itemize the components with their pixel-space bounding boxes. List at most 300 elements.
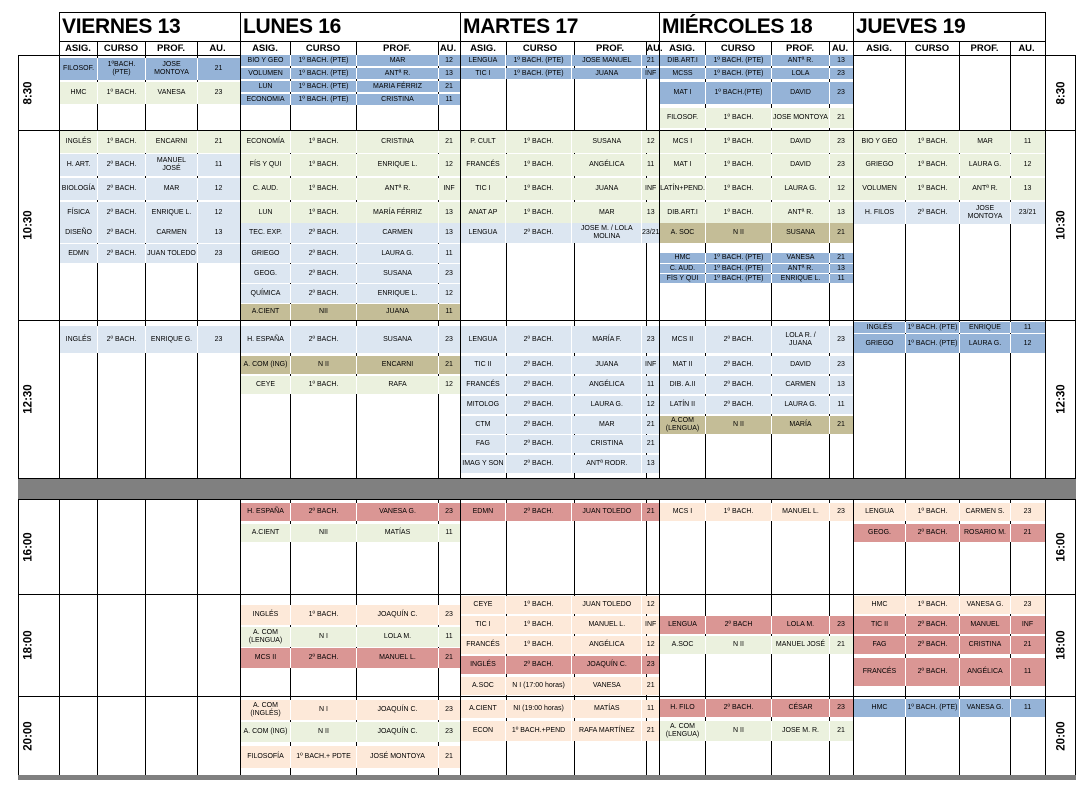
- entry-subject: GRIEGO: [241, 244, 291, 263]
- entry-subject: LENGUA: [854, 503, 906, 521]
- entry-teacher: MANUEL L.: [357, 648, 439, 668]
- entry-room: 11: [837, 274, 845, 282]
- class-entry[interactable]: [461, 596, 659, 614]
- class-entry[interactable]: [854, 524, 1045, 542]
- class-entry[interactable]: [241, 722, 460, 742]
- day-title: MIÉRCOLES 18: [662, 15, 813, 38]
- entry-teacher: JUAN TOLEDO: [572, 596, 642, 614]
- class-entry[interactable]: [854, 154, 1045, 176]
- class-entry[interactable]: [854, 699, 1045, 717]
- entry-course: 1º BACH. (PTE): [291, 68, 357, 79]
- entry-teacher: ANGÉLICA: [572, 154, 642, 176]
- time-label-text: 12:30: [1056, 384, 1069, 414]
- class-entry[interactable]: [660, 699, 853, 717]
- entry-teacher: MANUEL L.: [772, 503, 830, 521]
- entry-teacher: RAFA MARTÍNEZ: [572, 721, 642, 741]
- time-label-right: [1052, 696, 1072, 775]
- entry-course: NII: [291, 304, 357, 320]
- entry-course: 1º BACH.: [98, 82, 146, 104]
- entry-room: INF: [645, 621, 657, 628]
- entry-subject: A.CIENT: [241, 524, 291, 542]
- entry-subject: FRANCÉS: [461, 154, 506, 176]
- entry-teacher: CRISTINA: [357, 94, 439, 105]
- entry-course: 1º BACH.: [291, 131, 357, 153]
- time-label-left: [19, 320, 39, 478]
- class-entry[interactable]: [854, 596, 1045, 614]
- time-label-right: [1052, 130, 1072, 320]
- class-entry[interactable]: [461, 721, 659, 741]
- entry-teacher: ANTª R.: [772, 264, 830, 273]
- entry-subject: A. COM (INGLÉS): [241, 700, 291, 720]
- entry-subject: ANAT AP: [461, 202, 506, 224]
- class-entry[interactable]: [854, 616, 1045, 634]
- class-entry[interactable]: [241, 284, 460, 303]
- entry-course: 1º BACH. (PTE): [291, 55, 357, 66]
- class-entry[interactable]: [854, 322, 1045, 333]
- column-header-course: CURSO: [914, 43, 950, 54]
- entry-room: 23: [837, 508, 845, 515]
- entry-subject: MCS II: [660, 326, 706, 353]
- entry-course: 1º BACH.+ PDTE: [291, 746, 357, 768]
- entry-room: 12: [646, 601, 655, 608]
- entry-teacher: DAVID: [772, 131, 830, 153]
- entry-teacher: ENRIQUE: [960, 322, 1011, 333]
- entry-subject: MCS II: [241, 648, 291, 668]
- time-label-text: 20:00: [23, 720, 36, 751]
- entry-subject: VOLUMEN: [854, 178, 906, 200]
- entry-course: N II: [706, 636, 772, 654]
- entry-subject: TIC I: [461, 178, 506, 200]
- class-entry[interactable]: [241, 68, 460, 79]
- class-entry[interactable]: [461, 435, 659, 453]
- entry-course: N I: [291, 627, 357, 647]
- entry-course: 2º BACH.: [706, 376, 772, 394]
- class-entry[interactable]: [60, 131, 240, 153]
- entry-subject: CTM: [461, 416, 506, 434]
- entry-subject: A. COM (LENGUA): [660, 721, 706, 741]
- entry-subject: MCSS: [660, 68, 706, 79]
- entry-room: 13: [646, 209, 655, 216]
- class-entry[interactable]: [241, 154, 460, 176]
- entry-subject: INGLÉS: [60, 326, 98, 353]
- class-entry[interactable]: [660, 178, 853, 200]
- entry-subject: LENGUA: [660, 616, 706, 634]
- class-entry[interactable]: [854, 131, 1045, 153]
- class-entry[interactable]: [461, 154, 659, 176]
- class-entry[interactable]: [241, 202, 460, 224]
- entry-room: 13: [1023, 185, 1032, 192]
- entry-room: 23: [837, 361, 845, 368]
- entry-room: 12: [214, 209, 223, 216]
- class-entry[interactable]: [241, 503, 460, 521]
- entry-teacher: ENRIQUE L.: [357, 154, 439, 176]
- entry-subject: LENGUA: [461, 55, 506, 66]
- entry-room: 11: [1023, 668, 1032, 675]
- grid-line-slot: [18, 499, 1076, 500]
- entry-course: N I (17:00 horas): [506, 677, 572, 695]
- entry-teacher: JOSE MONTOYA: [146, 58, 198, 80]
- entry-course: 2º BACH.: [291, 648, 357, 668]
- entry-room: 11: [837, 401, 845, 408]
- class-entry[interactable]: [660, 154, 853, 176]
- entry-room: 23/21: [1018, 209, 1037, 216]
- entry-room: 11: [647, 161, 655, 168]
- entry-teacher: RAFA: [357, 376, 439, 394]
- entry-teacher: JOAQUÍN C.: [572, 656, 642, 674]
- entry-subject: IMAG Y SON: [461, 455, 506, 473]
- entry-course: 2º BACH.: [291, 503, 357, 521]
- entry-room: 12: [837, 185, 845, 192]
- entry-teacher: JOAQUÍN C.: [357, 700, 439, 720]
- class-entry[interactable]: [241, 244, 460, 263]
- time-label-text: 8:30: [23, 80, 35, 105]
- class-entry[interactable]: [241, 304, 460, 320]
- time-label-text: 20:00: [1056, 720, 1069, 751]
- entry-teacher: JUANA: [572, 68, 642, 79]
- entry-course: N II: [706, 223, 772, 243]
- entry-course: 1º BACH.: [291, 202, 357, 224]
- entry-subject: FILOSOF.: [660, 108, 706, 128]
- class-entry[interactable]: [461, 376, 659, 394]
- entry-teacher: JOSE M. R.: [772, 721, 830, 741]
- entry-room: 23: [837, 704, 845, 711]
- entry-course: 2º BACH.: [906, 202, 960, 224]
- entry-course: 1º BACH. (PTE): [706, 253, 772, 263]
- class-entry[interactable]: [660, 721, 853, 741]
- entry-subject: A.CIENT: [241, 304, 291, 320]
- column-header-teacher: PROF.: [157, 43, 185, 54]
- entry-subject: GEOG.: [241, 264, 291, 283]
- class-entry[interactable]: [461, 55, 659, 66]
- entry-room: 11: [445, 249, 453, 257]
- lunch-break-bar: [18, 479, 1076, 499]
- entry-subject: DIB. A.II: [660, 376, 706, 394]
- entry-subject: DISEÑO: [60, 223, 98, 243]
- entry-course: 1º BACH.: [706, 131, 772, 153]
- entry-room: 21: [445, 753, 453, 760]
- entry-teacher: MATÍAS: [357, 524, 439, 542]
- entry-subject: LENGUA: [461, 326, 506, 353]
- class-entry[interactable]: [60, 202, 240, 224]
- class-entry[interactable]: [241, 524, 460, 542]
- class-entry[interactable]: [241, 356, 460, 374]
- entry-teacher: MATÍAS: [572, 700, 642, 718]
- entry-room: 21: [646, 682, 655, 689]
- class-entry[interactable]: [660, 416, 853, 434]
- entry-course: N II: [706, 416, 772, 434]
- class-entry[interactable]: [660, 55, 853, 66]
- class-entry[interactable]: [461, 396, 659, 414]
- class-entry[interactable]: [854, 202, 1045, 224]
- entry-course: 2º BACH.: [291, 326, 357, 353]
- entry-subject: INGLÉS: [461, 656, 506, 674]
- entry-teacher: ANTª RODR.: [572, 455, 642, 473]
- entry-teacher: LOLA M.: [357, 627, 439, 647]
- entry-room: 23/21: [642, 229, 659, 236]
- grid-line-dayend: [1045, 12, 1046, 775]
- entry-teacher: CRISTINA: [357, 131, 439, 153]
- entry-room: 13: [646, 460, 655, 467]
- entry-subject: TIC I: [461, 68, 506, 79]
- class-entry[interactable]: [241, 627, 460, 647]
- column-header-room: AU.: [831, 43, 849, 54]
- entry-room: 12: [445, 161, 453, 168]
- class-entry[interactable]: [854, 334, 1045, 353]
- entry-subject: MCS I: [660, 503, 706, 521]
- entry-room: 21: [445, 654, 453, 661]
- entry-subject: EDMN: [60, 244, 98, 263]
- class-entry[interactable]: [461, 616, 659, 634]
- class-entry[interactable]: [60, 244, 240, 263]
- entry-subject: LUN: [241, 202, 291, 224]
- class-entry[interactable]: [461, 223, 659, 243]
- entry-teacher: ANGÉLICA: [572, 376, 642, 394]
- class-entry[interactable]: [461, 636, 659, 654]
- entry-teacher: LAURA G.: [772, 178, 830, 200]
- entry-subject: H. ART.: [60, 154, 98, 176]
- entry-room: 11: [445, 95, 453, 103]
- entry-subject: MCS I: [660, 131, 706, 153]
- entry-room: 23: [837, 621, 845, 628]
- entry-teacher: JUAN TOLEDO: [146, 244, 198, 263]
- entry-teacher: MANUEL L.: [572, 616, 642, 634]
- entry-course: 1º BACH.: [706, 178, 772, 200]
- entry-course: 2º BACH.: [291, 223, 357, 243]
- entry-teacher: JUANA: [572, 178, 642, 200]
- entry-subject: FAG: [461, 435, 506, 453]
- class-entry[interactable]: [60, 178, 240, 200]
- entry-subject: INGLÉS: [241, 605, 291, 625]
- entry-room: 21: [646, 440, 655, 447]
- entry-teacher: MANUEL JOSÉ: [146, 154, 198, 176]
- class-entry[interactable]: [241, 648, 460, 668]
- entry-teacher: DAVID: [772, 356, 830, 374]
- entry-room: 23: [837, 161, 845, 168]
- class-entry[interactable]: [60, 326, 240, 353]
- entry-teacher: MAR: [357, 55, 439, 66]
- class-entry[interactable]: [854, 636, 1045, 654]
- entry-room: 11: [445, 529, 453, 536]
- class-entry[interactable]: [660, 68, 853, 79]
- class-entry[interactable]: [461, 700, 659, 718]
- entry-subject: BIO Y GEO: [854, 131, 906, 153]
- class-entry[interactable]: [461, 178, 659, 200]
- entry-subject: P. CULT: [461, 131, 506, 153]
- column-header-room: AU.: [209, 43, 226, 54]
- entry-room: 23: [214, 89, 223, 96]
- entry-room: 23: [646, 661, 655, 668]
- class-entry[interactable]: [241, 746, 460, 768]
- entry-room: 23: [1023, 601, 1032, 608]
- class-entry[interactable]: [854, 503, 1045, 521]
- column-header-room: AU.: [439, 43, 457, 54]
- entry-teacher: DAVID: [772, 82, 830, 104]
- class-entry[interactable]: [241, 131, 460, 153]
- class-entry[interactable]: [60, 82, 240, 104]
- entry-teacher: CARMEN: [146, 223, 198, 243]
- class-entry[interactable]: [660, 503, 853, 521]
- entry-subject: H. ESPAÑA: [241, 326, 291, 353]
- entry-subject: A.SOC: [660, 636, 706, 654]
- class-entry[interactable]: [660, 616, 853, 634]
- class-entry[interactable]: [241, 700, 460, 720]
- entry-teacher: ROSARIO M.: [960, 524, 1011, 542]
- entry-room: 11: [214, 161, 223, 168]
- entry-course: 1º BACH. (PTE): [706, 274, 772, 283]
- entry-course: 2º BACH.: [906, 658, 960, 686]
- entry-room: 23: [837, 138, 845, 145]
- column-header-subject: ASIG.: [65, 43, 91, 54]
- class-entry[interactable]: [241, 264, 460, 283]
- entry-teacher: CARMEN S.: [960, 503, 1011, 521]
- entry-room: 21: [214, 65, 223, 72]
- class-entry[interactable]: [660, 326, 853, 353]
- class-entry[interactable]: [461, 503, 659, 521]
- entry-teacher: ANGÉLICA: [960, 658, 1011, 686]
- class-entry[interactable]: [461, 656, 659, 674]
- day-title: JUEVES 19: [856, 15, 966, 38]
- time-label-text: 12:30: [23, 384, 36, 414]
- class-entry[interactable]: [854, 658, 1045, 686]
- entry-course: NI (19:00 horas): [506, 700, 572, 718]
- entry-subject: EDMN: [461, 503, 506, 521]
- entry-subject: FÍSICA: [60, 202, 98, 224]
- class-entry[interactable]: [660, 264, 853, 273]
- class-entry[interactable]: [461, 416, 659, 434]
- entry-subject: TIC I: [461, 616, 506, 634]
- entry-room: 12: [445, 381, 453, 388]
- entry-teacher: JOSÉ MONTOYA: [357, 746, 439, 768]
- entry-room: 11: [445, 308, 453, 315]
- class-entry[interactable]: [241, 81, 460, 92]
- entry-course: 1º BACH.: [506, 616, 572, 634]
- column-header-course: CURSO: [103, 43, 139, 54]
- class-entry[interactable]: [660, 223, 853, 243]
- class-entry[interactable]: [660, 356, 853, 374]
- entry-teacher: JOSE MONTOYA: [772, 108, 830, 128]
- entry-subject: MAT II: [660, 356, 706, 374]
- entry-room: 23: [214, 249, 223, 257]
- entry-course: 1º BACH.: [506, 178, 572, 200]
- class-entry[interactable]: [660, 108, 853, 128]
- time-label-text: 10:30: [23, 210, 36, 240]
- entry-teacher: ENCARNI: [146, 131, 198, 153]
- entry-subject: LATÍN+PEND.: [660, 178, 706, 200]
- class-entry[interactable]: [660, 202, 853, 224]
- class-entry[interactable]: [461, 356, 659, 374]
- entry-course: 2º BACH.: [506, 356, 572, 374]
- entry-course: 1º BACH. (PTE): [706, 264, 772, 273]
- time-label-left: [19, 55, 39, 130]
- class-entry[interactable]: [461, 68, 659, 79]
- entry-room: 12: [646, 401, 655, 408]
- entry-teacher: JOSE MANUEL: [572, 55, 642, 66]
- entry-room: 13: [445, 209, 453, 216]
- entry-teacher: LAURA G.: [572, 396, 642, 414]
- entry-course: 1º BACH.: [291, 605, 357, 625]
- entry-course: 2º BACH.: [506, 656, 572, 674]
- class-entry[interactable]: [461, 455, 659, 473]
- class-entry[interactable]: [461, 131, 659, 153]
- entry-subject: QUÍMICA: [241, 284, 291, 303]
- class-entry[interactable]: [461, 326, 659, 353]
- entry-room: 12: [214, 185, 223, 192]
- entry-room: 13: [445, 69, 453, 77]
- class-entry[interactable]: [241, 94, 460, 105]
- class-entry[interactable]: [241, 55, 460, 66]
- entry-room: 23: [837, 69, 845, 77]
- entry-subject: TEC. EXP.: [241, 223, 291, 243]
- entry-subject: FILOSOF.: [60, 58, 98, 80]
- class-entry[interactable]: [660, 636, 853, 654]
- entry-course: 1º BACH.: [906, 154, 960, 176]
- class-entry[interactable]: [660, 396, 853, 414]
- class-entry[interactable]: [461, 202, 659, 224]
- entry-teacher: SUSANA: [772, 223, 830, 243]
- entry-course: 2º BACH.: [506, 376, 572, 394]
- column-header-subject: ASIG.: [252, 43, 278, 54]
- entry-course: 1º BACH. (PTE): [706, 68, 772, 79]
- class-entry[interactable]: [461, 677, 659, 695]
- class-entry[interactable]: [660, 131, 853, 153]
- class-entry[interactable]: [241, 223, 460, 243]
- entry-room: 23: [214, 335, 223, 343]
- class-entry[interactable]: [660, 376, 853, 394]
- entry-teacher: ANGÉLICA: [572, 636, 642, 654]
- class-entry[interactable]: [660, 253, 853, 263]
- entry-subject: LENGUA: [461, 223, 506, 243]
- entry-teacher: ENRIQUE L.: [146, 202, 198, 224]
- entry-course: 1º BACH.: [98, 131, 146, 153]
- entry-teacher: SUSANA: [357, 264, 439, 283]
- entry-course: 2º BACH.: [706, 326, 772, 353]
- class-entry[interactable]: [241, 605, 460, 625]
- class-entry[interactable]: [60, 154, 240, 176]
- class-entry[interactable]: [660, 274, 853, 283]
- entry-course: 1º BACH.: [506, 636, 572, 654]
- entry-subject: FRANCÉS: [461, 636, 506, 654]
- entry-course: 1º BACH. (PTE): [706, 55, 772, 66]
- entry-subject: GRIEGO: [854, 334, 906, 353]
- class-entry[interactable]: [854, 178, 1045, 200]
- class-entry[interactable]: [241, 376, 460, 394]
- time-label-right: [1052, 320, 1072, 478]
- entry-subject: A.CIENT: [461, 700, 506, 718]
- entry-room: 13: [837, 209, 845, 216]
- time-label-text: 18:00: [23, 630, 36, 660]
- entry-subject: A. SOC: [660, 223, 706, 243]
- entry-teacher: ENRIQUE G.: [146, 326, 198, 353]
- grid-line-day-0: [59, 12, 60, 775]
- entry-course: 1º BACH.: [906, 131, 960, 153]
- class-entry[interactable]: [660, 82, 853, 104]
- entry-course: 1º BACH.: [906, 596, 960, 614]
- class-entry[interactable]: [60, 223, 240, 243]
- time-label-text: 16:00: [23, 532, 36, 562]
- class-entry[interactable]: [241, 178, 460, 200]
- entry-room: 21: [1023, 529, 1032, 536]
- entry-teacher: LAURA G.: [772, 396, 830, 414]
- entry-course: 1º BACH.: [291, 376, 357, 394]
- class-entry[interactable]: [241, 326, 460, 353]
- class-entry[interactable]: [60, 58, 240, 80]
- entry-room: 21: [837, 114, 845, 121]
- entry-teacher: SUSANA: [357, 326, 439, 353]
- entry-course: 1º BACH. (PTE): [506, 68, 572, 79]
- entry-course: 2º BACH.: [506, 455, 572, 473]
- entry-course: 1º BACH.: [506, 131, 572, 153]
- entry-room: 23: [445, 508, 453, 515]
